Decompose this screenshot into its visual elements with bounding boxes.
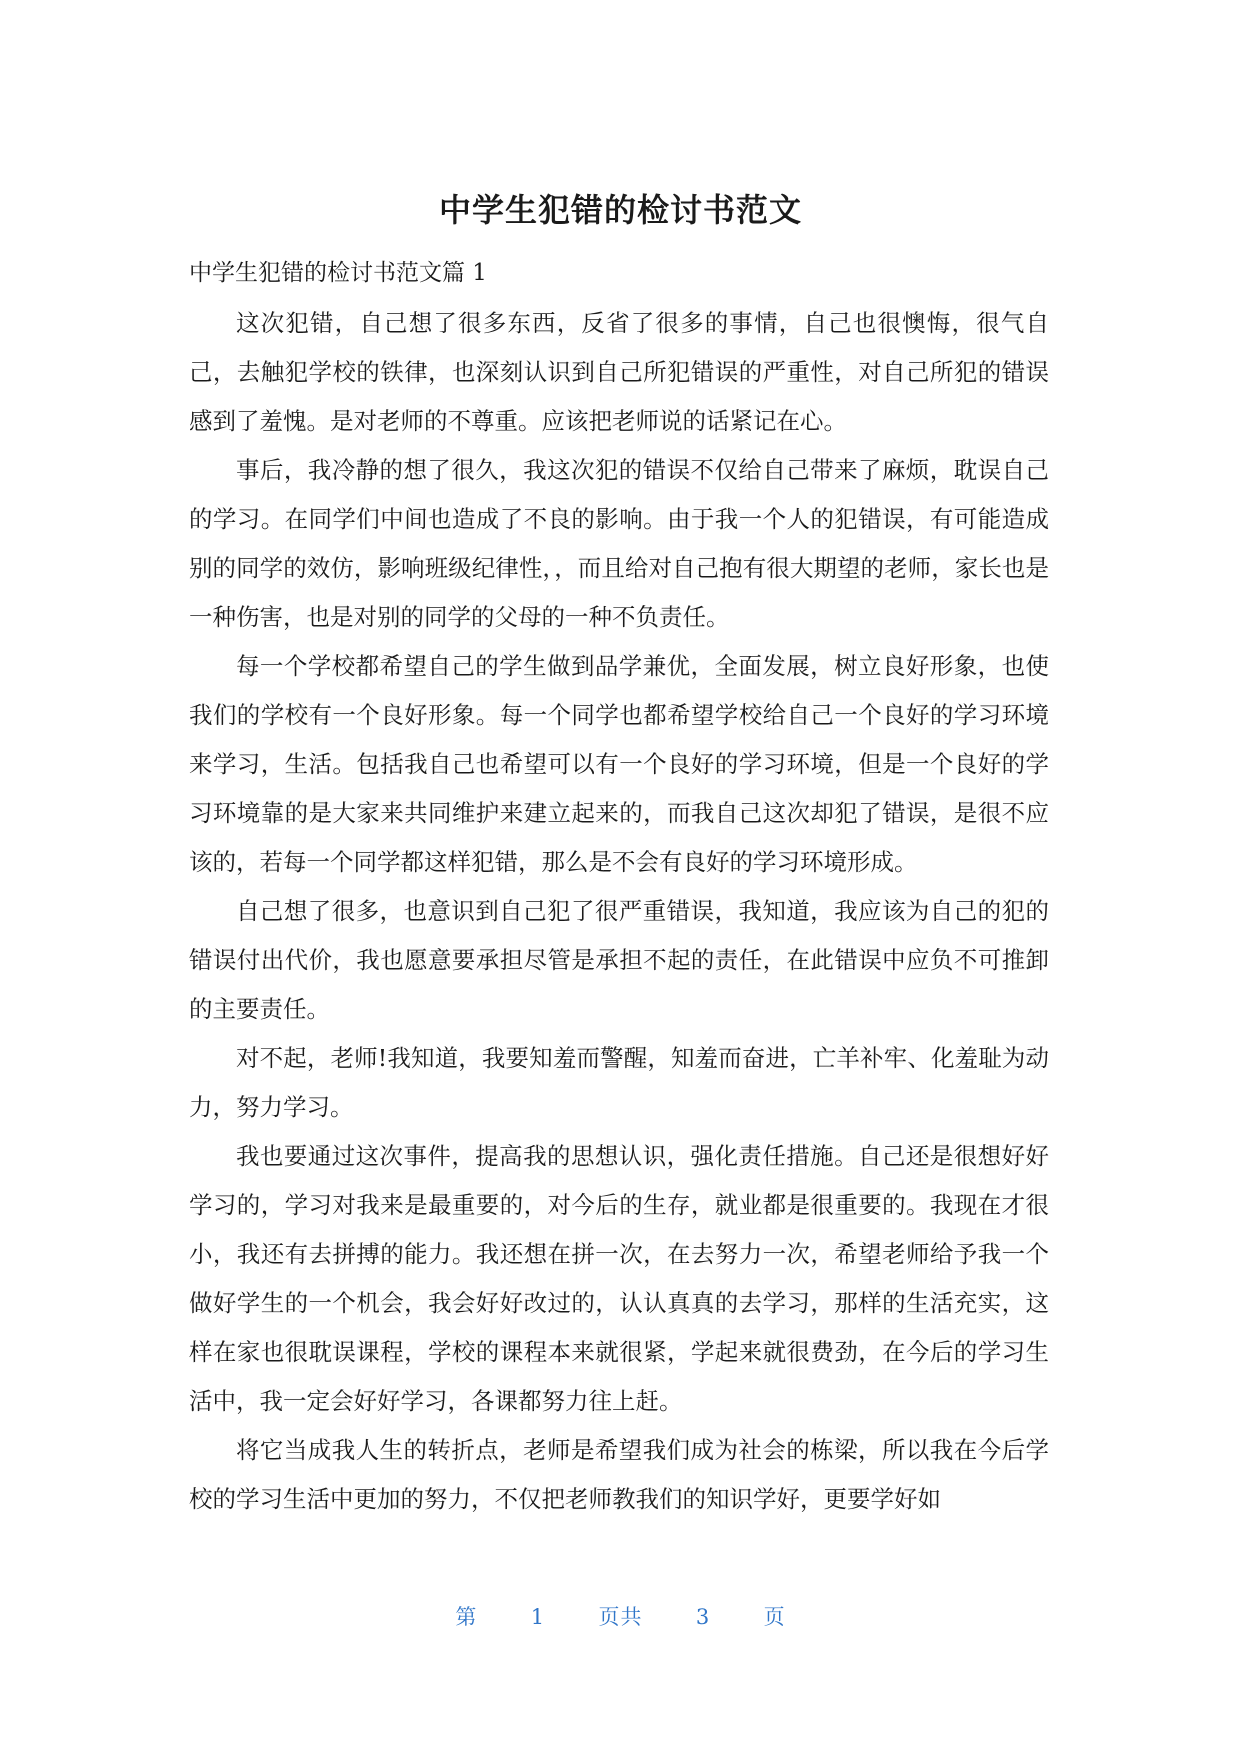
page-prefix: 第	[455, 1605, 478, 1629]
paragraph: 自己想了很多，也意识到自己犯了很严重错误，我知道，我应该为自己的犯的错误付出代价，我也愿意要承担尽管是承担不起的责任，在此错误中应负不可推卸的主要责任。	[189, 897, 1049, 1023]
document-title: 中学生犯错的检讨书范文	[438, 191, 802, 229]
paragraph: 事后，我冷静的想了很久，我这次犯的错误不仅给自己带来了麻烦，耽误自己的学习。在同学们中间也造成了不良的影响。由于我一个人的犯错误，有可能造成别的同学的效仿，影响班级纪律性，，而且给对自己抱有很大期望的老师，家长也是一种伤害，也是对别的同学的父母的一种不负责任。	[189, 456, 1049, 631]
paragraph: 每一个学校都希望自己的学生做到品学兼优，全面发展，树立良好形象，也使我们的学校有一个良好形象。每一个同学也都希望学校给自己一个良好的学习环境来学习，生活。包括我自己也希望可以有一个良好的学习环境，但是一个良好的学习环境靠的是大家来共同维护来建立起来的，而我自己这次却犯了错误，是很不应该的，若每一个同学都这样犯错，那么是不会有良好的学习环境形成。	[189, 652, 1049, 876]
page-footer	[0, 1602, 1241, 1632]
document-body	[189, 299, 1049, 1524]
page-mid-label: 页共	[598, 1605, 643, 1629]
document-subtitle: 中学生犯错的检讨书范文篇 1	[189, 260, 487, 286]
page-total-number: 3	[695, 1605, 711, 1629]
paragraph: 我也要通过这次事件，提高我的思想认识，强化责任措施。自己还是很想好好学习的，学习对我来是最重要的，对今后的生存，就业都是很重要的。我现在才很小，我还有去拼搏的能力。我还想在拼一次，在去努力一次，希望老师给予我一个做好学生的一个机会，我会好好改过的，认认真真的去学习，那样的生活充实，这样在家也很耽误课程，学校的课程本来就很紧，学起来就很费劲，在今后的学习生活中，我一定会好好学习，各课都努力往上赶。	[189, 1142, 1049, 1415]
paragraph: 将它当成我人生的转折点，老师是希望我们成为社会的栋梁，所以我在今后学校的学习生活中更加的努力，不仅把老师教我们的知识学好，更要学好如	[189, 1436, 1049, 1513]
page-current-number: 1	[530, 1605, 546, 1629]
paragraph: 对不起，老师!我知道，我要知羞而警醒，知羞而奋进，亡羊补牢、化羞耻为动力，努力学习。	[189, 1044, 1049, 1121]
paragraph: 这次犯错，自己想了很多东西，反省了很多的事情，自己也很懊悔，很气自己，去触犯学校的铁律，也深刻认识到自己所犯错误的严重性，对自己所犯的错误感到了羞愧。是对老师的不尊重。应该把老师说的话紧记在心。	[189, 309, 1049, 435]
page-suffix: 页	[763, 1605, 786, 1629]
